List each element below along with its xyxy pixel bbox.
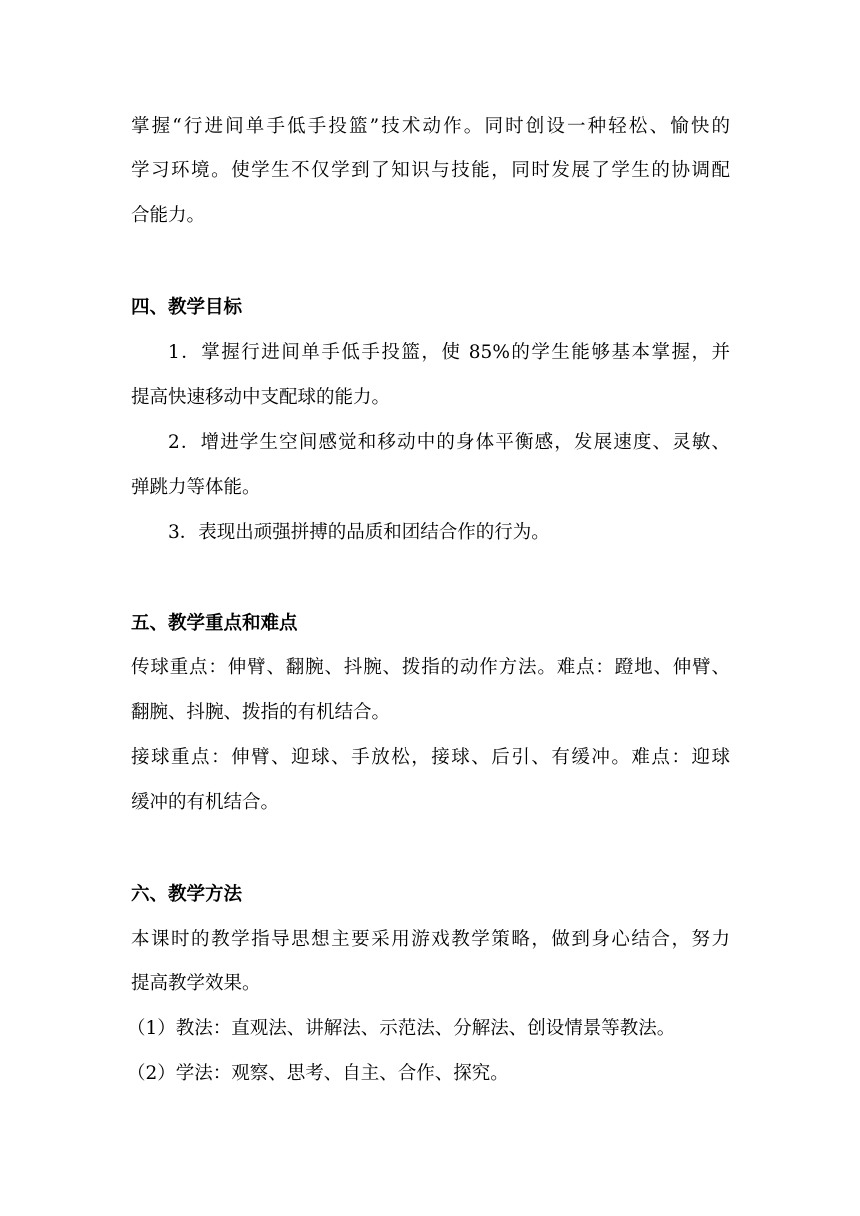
section-6-heading: 六、教学方法	[131, 884, 243, 905]
intro-line-2: 学习环境。使学生不仅学到了知识与技能，同时发展了学生的协调配	[131, 160, 730, 181]
objective-3-line-1: 3．表现出顽强拼搏的品质和团结合作的行为。	[168, 522, 550, 543]
objective-2-line-2: 弹跳力等体能。	[131, 477, 261, 498]
intro-line-3: 合能力。	[131, 205, 206, 226]
objective-1-line-1: 1．掌握行进间单手低手投篮，使 85%的学生能够基本掌握，并	[168, 342, 730, 363]
objective-2-line-1: 2．增进学生空间感觉和移动中的身体平衡感，发展速度、灵敏、	[168, 432, 730, 453]
method-paragraph-line-1: 本课时的教学指导思想主要采用游戏教学策略，做到身心结合，努力	[131, 929, 730, 950]
pass-key-points-line-2: 翻腕、抖腕、拨指的有机结合。	[131, 702, 391, 723]
catch-key-points-line-1: 接球重点：伸臂、迎球、手放松，接球、后引、有缓冲。难点：迎球	[131, 747, 730, 768]
section-4-heading: 四、教学目标	[131, 297, 243, 318]
learning-methods-item: （2）学法：观察、思考、自主、合作、探究。	[127, 1063, 509, 1084]
teaching-methods-item: （1）教法：直观法、讲解法、示范法、分解法、创设情景等教法。	[127, 1018, 676, 1039]
method-paragraph-line-2: 提高教学效果。	[131, 973, 261, 994]
catch-key-points-line-2: 缓冲的有机结合。	[131, 792, 280, 813]
objective-1-line-2: 提高快速移动中支配球的能力。	[131, 387, 391, 408]
intro-line-1: 掌握“行进间单手低手投篮”技术动作。同时创设一种轻松、愉快的	[131, 116, 730, 137]
pass-key-points-line-1: 传球重点：伸臂、翻腕、抖腕、拨指的动作方法。难点：蹬地、伸臂、	[131, 657, 730, 678]
section-5-heading: 五、教学重点和难点	[131, 613, 298, 634]
